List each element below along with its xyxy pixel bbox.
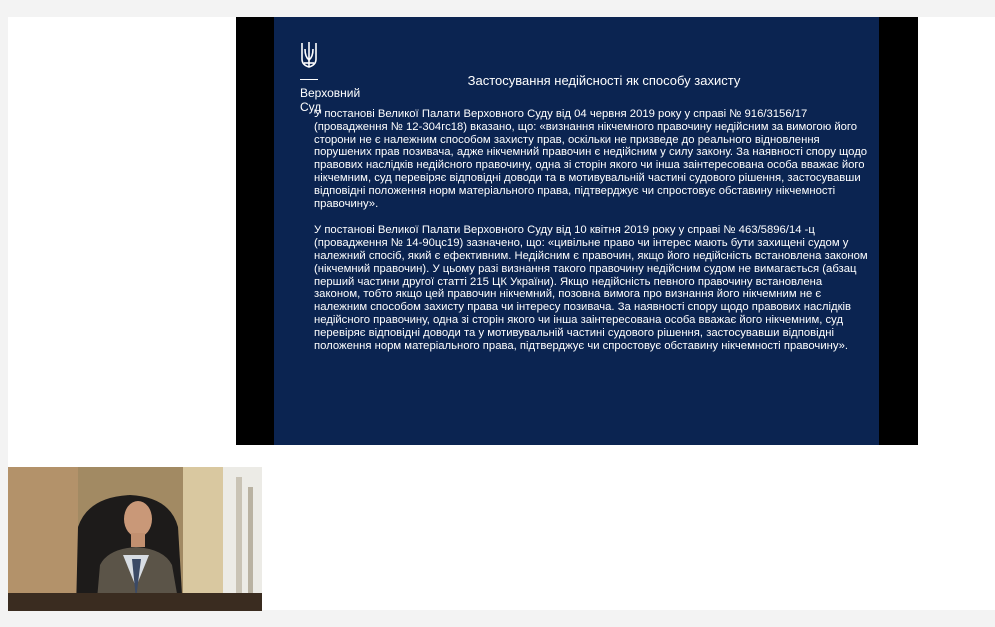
slide-title: Застосування недійсності як способу захисту bbox=[467, 73, 741, 88]
slide-body bbox=[314, 108, 869, 366]
slide-paragraph: У постанові Великої Палати Верховного Суду від 04 червня 2019 року у справі № 916/3156/17 (провадження № 12-304гс18) вказано, що: «визнання нікчемного правочину недійсним за вимогою його сторони не є належним способом захисту прав, оскільки не призведе до реального відновлення порушених прав позивача, адже нікчемний правочин є недійсним у силу закону. За наявності спору щодо правових наслідків недійсного правочину, одна зі сторін якого чи інша заінтересована особа вважає його нікчемним, суд перевіряє відповідні доводи та в мотивувальній частині судового рішення, застосувавши відповідні положення норм матеріального права, підтверджує чи спростовує обставину нікчемності правочину». bbox=[314, 108, 868, 210]
slide bbox=[274, 17, 879, 445]
speaker-video-frame bbox=[8, 467, 262, 611]
trident-icon bbox=[300, 41, 318, 69]
logo-text-line1: Верховний bbox=[300, 86, 361, 100]
speaker-webcam[interactable] bbox=[8, 467, 262, 611]
slide-paragraph: У постанові Великої Палати Верховного Суду від 10 квітня 2019 року у справі № 463/5896/14 -ц (провадження № 14-90цс19) зазначено, що: «цивільне право чи інтерес мають бути захищені судом у належний спосіб, який є ефективним. Недійсним є правочин, якщо його недійсність встановлена законом (нікчемний правочин). У цьому разі визнання такого правочину недійсним судом не вимагається (абзац перший частини другої статті 215 ЦК України). Якщо недійсність певного правочину встановлена законом, тобто якщо цей правочин нікчемний, позовна вимога про визнання його нікчемним не є належним способом захисту права чи інтересу позивача. За наявності спору щодо правових наслідків недійсного правочину, одна зі сторін якого чи інша заінтересована особа вважає його нікчемним, суд перевіряє відповідні доводи та у мотивувальній частині судового рішення, застосувавши відповідні положення норм матеріального права, підтверджує чи спростовує обставину нікчемності правочину». bbox=[314, 224, 868, 352]
logo-divider bbox=[300, 79, 318, 80]
logo-text-line2: Суд bbox=[300, 100, 322, 114]
presentation-video[interactable] bbox=[236, 17, 918, 445]
